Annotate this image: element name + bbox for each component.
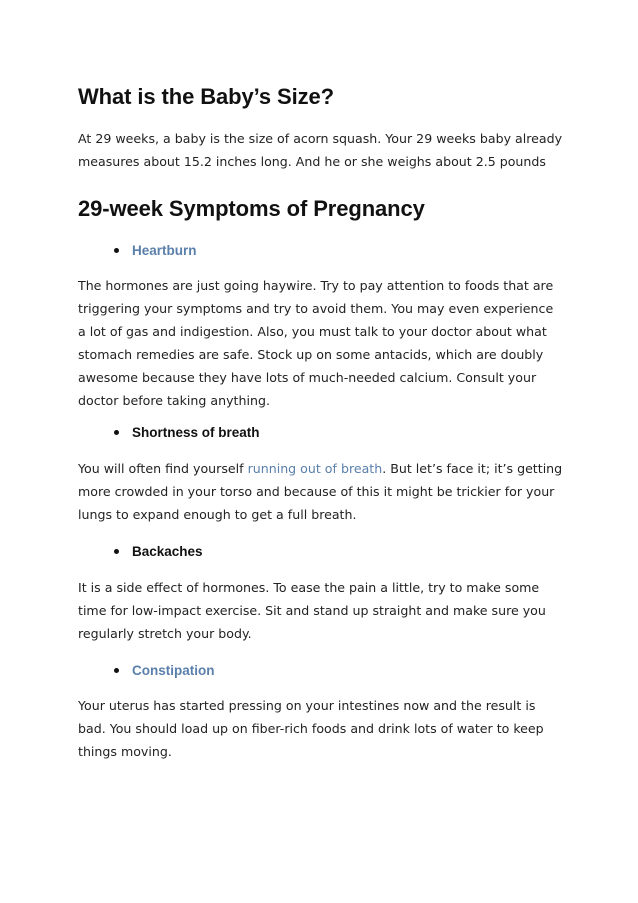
- paragraph-line: triggering your symptoms and try to avoid them. You may even experience: [78, 301, 554, 316]
- paragraph-line: stomach remedies are safe. Stock up on some antacids, which are doubly: [78, 347, 544, 362]
- heading-symptoms: 29-week Symptoms of Pregnancy: [78, 196, 425, 221]
- bullet-icon: [114, 549, 119, 554]
- bullet-icon: [114, 430, 119, 435]
- heartburn-paragraph: [78, 274, 578, 412]
- constipation-paragraph: [78, 694, 578, 763]
- list-item-constipation: [114, 663, 215, 678]
- paragraph-line-post: . But let’s face it; it’s getting: [382, 461, 563, 476]
- paragraph-line: Your uterus has started pressing on your intestines now and the result is: [78, 698, 536, 713]
- running-out-of-breath-link[interactable]: running out of breath: [247, 461, 383, 476]
- shortness-of-breath-label: Shortness of breath: [132, 425, 260, 440]
- paragraph-line: regularly stretch your body.: [78, 626, 252, 641]
- paragraph-line: At 29 weeks, a baby is the size of acorn squash. Your 29 weeks baby already: [78, 131, 563, 146]
- paragraph-line: The hormones are just going haywire. Try to pay attention to foods that are: [78, 278, 554, 293]
- bullet-icon: [114, 668, 119, 673]
- paragraph-line: things moving.: [78, 744, 172, 759]
- paragraph-line: doctor before taking anything.: [78, 393, 270, 408]
- list-item-backaches: [114, 544, 203, 559]
- baby-size-paragraph: [78, 127, 578, 173]
- shortness-of-breath-paragraph: [78, 457, 578, 526]
- backaches-paragraph: [78, 576, 578, 645]
- constipation-link[interactable]: Constipation: [132, 663, 215, 678]
- heading-baby-size: What is the Baby’s Size?: [78, 84, 334, 109]
- paragraph-line: It is a side effect of hormones. To ease the pain a little, try to make some: [78, 580, 540, 595]
- bullet-icon: [114, 248, 119, 253]
- list-item-heartburn: [114, 243, 197, 258]
- paragraph-line-pre: You will often find yourself: [78, 461, 248, 476]
- paragraph-line: lungs to expand enough to get a full breath.: [78, 507, 357, 522]
- paragraph-line: bad. You should load up on fiber-rich foods and drink lots of water to keep: [78, 721, 544, 736]
- heartburn-link[interactable]: Heartburn: [132, 243, 197, 258]
- backaches-label: Backaches: [132, 544, 203, 559]
- paragraph-line: measures about 15.2 inches long. And he or she weighs about 2.5 pounds: [78, 154, 546, 169]
- paragraph-line: awesome because they have lots of much-needed calcium. Consult your: [78, 370, 537, 385]
- paragraph-line: a lot of gas and indigestion. Also, you must talk to your doctor about what: [78, 324, 547, 339]
- paragraph-line: more crowded in your torso and because of this it might be trickier for your: [78, 484, 555, 499]
- list-item-shortness-of-breath: [114, 425, 260, 440]
- paragraph-line: time for low-impact exercise. Sit and stand up straight and make sure you: [78, 603, 546, 618]
